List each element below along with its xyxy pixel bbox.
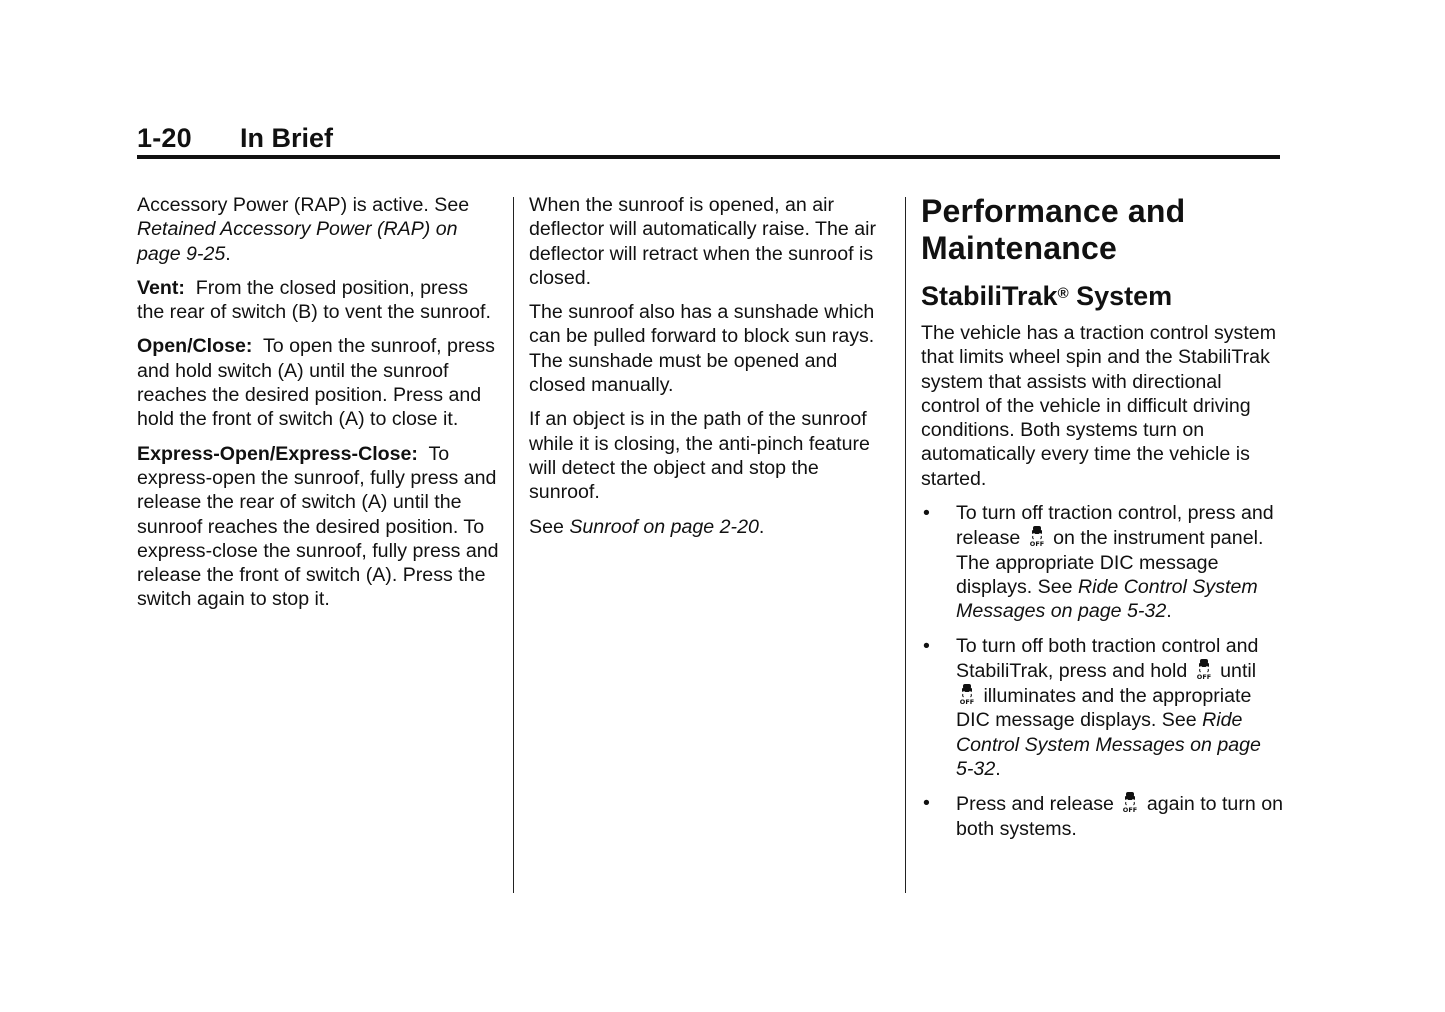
traction-control-off-icon: [1195, 658, 1213, 680]
rap-paragraph: [137, 193, 499, 266]
traction-bullet-list: [921, 501, 1283, 841]
bullet-dot: •: [923, 634, 930, 657]
express-text: To express-open the sunroof, fully press and release the rear of switch (A) until the sunroof reaches the desired position. To express-close the sunroof, fully press and release the front of switch (A). Press the switch again to stop it.: [137, 442, 499, 611]
bullet-2-text-c: illuminates and the appropriate DIC message displays. See: [956, 685, 1252, 732]
sunroof-reference[interactable]: Sunroof on page 2-20: [569, 515, 759, 538]
sunshade-paragraph: The sunroof also has a sunshade which can be pulled forward to block sun rays. The sunshade must be opened and closed manually.: [529, 301, 875, 397]
rap-text: Accessory Power (RAP) is active. See: [137, 194, 470, 216]
ride-control-reference-1[interactable]: Ride Control System Messages on page 5-32: [956, 575, 1258, 623]
rap-end: .: [225, 242, 231, 265]
bullet-3-text-b: again to turn on both systems.: [956, 793, 1283, 840]
column-middle: [529, 193, 891, 549]
vent-text: From the closed position, press the rear of switch (B) to vent the sunroof.: [137, 276, 491, 324]
traction-control-off-icon: [1121, 791, 1139, 813]
bullet-1-end: .: [1166, 600, 1172, 623]
see-sunroof-paragraph: [529, 515, 891, 539]
open-close-paragraph: [137, 334, 499, 431]
traction-control-off-icon: [1028, 525, 1046, 547]
svg-text:OFF: OFF: [1123, 806, 1138, 814]
header-rule: [137, 155, 1280, 159]
stabilitrak-off-icon: [958, 683, 976, 705]
column-divider-left: [513, 197, 514, 893]
vent-paragraph: [137, 276, 499, 325]
bullet-dot: •: [923, 502, 930, 525]
open-close-label: Open/Close:: [137, 335, 253, 358]
ride-control-reference-2[interactable]: Ride Control System Messages on page 5-32: [956, 709, 1261, 781]
express-label: Express-Open/Express-Close:: [137, 442, 418, 465]
column-right: [921, 193, 1283, 851]
registered-mark: ®: [1057, 285, 1069, 302]
bullet-item-turn-off-traction: [921, 501, 1283, 623]
bullet-1-text-b: on the instrument panel. The appropriate DIC message displays. See: [956, 527, 1264, 598]
bullet-dot: •: [923, 792, 930, 815]
vent-label: Vent:: [137, 276, 185, 299]
bullet-2-text-b: until: [1214, 659, 1257, 682]
anti-pinch-paragraph: If an object is in the path of the sunroof while it is closing, the anti-pinch feature will detect the object and stop the sunroof.: [529, 408, 870, 504]
system-heading-text: System: [1068, 281, 1173, 311]
svg-text:OFF: OFF: [959, 698, 975, 706]
stabilitrak-heading: [921, 279, 1283, 313]
see-text: See: [529, 515, 570, 538]
svg-text:OFF: OFF: [1196, 672, 1211, 680]
page-number: 1-20: [137, 123, 192, 153]
traction-intro-paragraph: The vehicle has a traction control system that limits wheel spin and the StabiliTrak system that assists with directional control of the vehicle in difficult driving conditions. Both systems turn on automatically every time the vehicle is started.: [921, 322, 1277, 490]
open-close-text: To open the sunroof, press and hold switch (A) until the sunroof reaches the desired position. Press and hold the front of switch (A) to close it.: [137, 335, 495, 431]
bullet-item-turn-on-both: [921, 791, 1283, 841]
bullet-3-text-a: Press and release: [956, 793, 1120, 816]
section-title: In Brief: [240, 123, 334, 153]
air-deflector-paragraph: When the sunroof is opened, an air deflector will automatically raise. The air deflector will retract when the sunroof is closed.: [529, 194, 877, 289]
bullet-item-turn-off-both: [921, 634, 1283, 782]
see-end: .: [758, 515, 765, 538]
bullet-2-end: .: [995, 758, 1001, 781]
express-paragraph: [137, 442, 499, 612]
page-header: [137, 120, 1280, 160]
bullet-1-text-a: To turn off traction control, press and release: [956, 502, 1274, 550]
column-left: [137, 193, 499, 622]
bullet-2-text-a: To turn off both traction control and StabiliTrak, press and hold: [956, 634, 1259, 682]
performance-heading: Performance and Maintenance: [921, 193, 1186, 266]
stabilitrak-heading-text: StabiliTrak: [921, 281, 1058, 311]
column-divider-right: [905, 197, 906, 893]
rap-reference[interactable]: Retained Accessory Power (RAP) on page 9-25: [137, 218, 458, 265]
svg-text:OFF: OFF: [1029, 540, 1044, 548]
